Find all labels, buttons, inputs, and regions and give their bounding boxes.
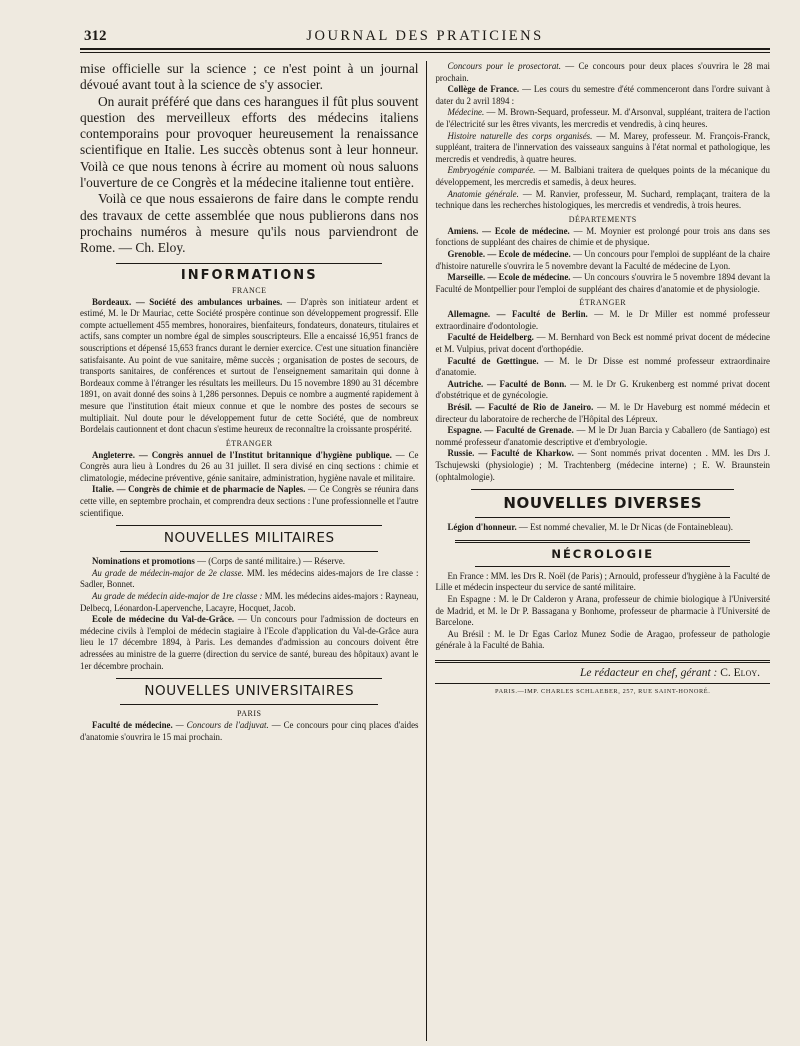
nominations-heading: Nominations et promotions <box>92 556 195 567</box>
two-column-body <box>80 61 770 1041</box>
faculte-heading: Faculté de médecine. <box>92 720 173 731</box>
italie-text: — Ce Congrès se réunira dans cette ville, en septembre prochain, et comprendra deux sections : l'une professionnelle et l'autre scientifique. <box>80 484 419 518</box>
legion-item <box>435 522 770 534</box>
section-divider <box>116 263 382 264</box>
section-divider <box>120 704 378 705</box>
page-number: 312 <box>84 28 107 44</box>
anatomie-text: — M. Ranvier, professeur, M. Suchard, remplaçant, traitera de la technique dans les recherches histologiques, les mercredis et vendredis, à trois heures. <box>435 188 770 211</box>
allemagne-item <box>435 309 770 332</box>
prosectorat-text: — Ce concours pour deux places s'ouvrira le 28 mai prochain. <box>435 61 770 83</box>
goettingue-heading: Faculté de Gœttingue. <box>447 355 539 366</box>
section-divider <box>116 525 382 526</box>
bresil-item <box>435 402 770 425</box>
bordeaux-heading: Bordeaux. — Société des ambulances urbaines. <box>92 296 283 307</box>
necrologie-heading: NÉCROLOGIE <box>551 546 655 561</box>
section-divider <box>471 489 734 490</box>
faculte-item <box>80 720 418 743</box>
marseille-heading: Marseille. — Ecole de médecine. <box>447 272 571 283</box>
goettingue-item <box>435 356 770 379</box>
autriche-text: — M. le Dr G. Krukenberg est nommé privat docent d'obstétrique et de gynécologie. <box>435 378 770 401</box>
faculte-subject: — Concours de l'adjuvat. <box>175 720 269 731</box>
embryo-heading: Embryogénie comparée. <box>447 165 536 176</box>
histoire-item <box>435 131 770 166</box>
russie-text: — Sont nommés privat docenten . MM. les Drs J. Tschujewski (physiologie) ; M. Trachtenberg (médecine interne) ; E. W. Braunstein (ophtalmologie). <box>435 448 770 482</box>
editor-signature <box>435 667 770 679</box>
grenoble-heading: Grenoble. — Ecole de médecine. <box>447 248 571 259</box>
medecine-text: — M. Brown-Sequard, professeur. M. d'Arsonval, suppléant, traitera de l'action de l'électricité sur les êtres vivants, les mercredis et vendredis, à cinq heures. <box>435 107 770 129</box>
mil-promotion-1 <box>80 568 418 591</box>
universitaires-heading: NOUVELLES UNIVERSITAIRES <box>144 683 355 700</box>
italie-heading: Italie. — Congrès de chimie et de pharmacie de Naples. <box>92 484 306 495</box>
russie-heading: Russie. — Faculté de Kharkow. <box>447 448 574 459</box>
diverses-heading: NOUVELLES DIVERSES <box>503 494 703 513</box>
signature-name: C. Eloy. <box>720 666 760 679</box>
etranger-subheading-right: ÉTRANGER <box>579 298 627 308</box>
section-divider <box>475 566 730 567</box>
grenoble-item <box>435 249 770 272</box>
legion-text: — Est nommé chevalier, M. le Dr Nicas (de Fontainebleau). <box>518 522 733 533</box>
heidelberg-text: — M. Bernhard von Beck est nommé privat docent de médecine et M. Vulpius, privat docent d'orthopédie. <box>435 332 770 355</box>
page-header <box>80 26 770 50</box>
amiens-item <box>435 226 770 249</box>
russie-item <box>435 448 770 483</box>
anatomie-heading: Anatomie générale. <box>447 188 519 199</box>
bresil-heading: Brésil. — Faculté de Rio de Janeiro. <box>447 402 594 413</box>
heidelberg-item <box>435 332 770 355</box>
histoire-heading: Histoire naturelle des corps organisés. <box>447 130 593 141</box>
nominations-item <box>80 556 418 568</box>
college-item <box>435 84 770 107</box>
medecine-heading: Médecine. <box>447 107 485 118</box>
histoire-text: — M. Marey, professeur. M. François-Franck, suppléant, traitera de l'innervation des vaisseaux sanguins à l'état normal et pathologique, les mercredis et vendredis, à quatre heures. <box>435 130 770 164</box>
valdegrace-heading: Ecole de médecine du Val-de-Grâce. <box>92 614 235 625</box>
mil-promotion-1-names: MM. les médecins aides-majors de 1re classe : Sadler, Bonnet. <box>80 567 419 590</box>
espagne-heading: Espagne. — Faculté de Grenade. <box>447 425 574 436</box>
amiens-heading: Amiens. — Ecole de médecine. <box>447 225 570 236</box>
faculte-text: — Ce concours pour cinq places d'aides d'anatomie s'ouvrira le 15 mai prochain. <box>80 720 419 742</box>
section-divider <box>455 540 750 543</box>
legion-heading: Légion d'honneur. <box>447 522 517 533</box>
intro-paragraph-3: Voilà ce que nous essaierons de faire dans le compte rendu des travaux de cette assemblée que nous publierons dans nos prochains numéros à mesure qu'ils nous parviendront de Rome. — Ch. Eloy. <box>80 191 419 256</box>
amiens-text: — M. Moynier est prolongé pour trois ans dans ses fonctions de suppléant des chaires de chimie et de physique. <box>435 225 770 248</box>
france-subheading: FRANCE <box>231 285 267 295</box>
mil-promotion-1-grade: Au grade de médecin-major de 2e classe. <box>92 567 244 578</box>
journal-title: JOURNAL DES PRATICIENS <box>306 28 544 44</box>
autriche-item <box>435 379 770 402</box>
etranger-subheading: ÉTRANGER <box>225 438 273 448</box>
section-divider <box>120 551 378 552</box>
necro-bresil: Au Brésil : M. le Dr Egas Carloz Munez Sodie de Aragao, professeur de pathologie générale à la Faculté de Bahia. <box>435 628 770 651</box>
section-divider <box>475 517 730 518</box>
informations-heading: INFORMATIONS <box>180 267 318 283</box>
prosectorat-heading: Concours pour le prosectorat. <box>447 61 561 71</box>
angleterre-text: — Ce Congrès aura lieu à Londres du 26 au 31 juillet. Il sera divisé en cinq sections : chimie et climatologie, médecine préventive, génie sanitaire, administration, hygiène navale et militaire. <box>80 449 419 483</box>
college-text: — Les cours du semestre d'été commenceront dans l'ordre suivant à dater du 2 avril 1894 : <box>435 84 770 106</box>
mil-promotion-2 <box>80 591 418 614</box>
college-heading: Collège de France. <box>447 84 520 95</box>
bordeaux-item <box>80 297 418 436</box>
necro-espagne: En Espagne : M. le Dr Calderon y Arana, professeur de chimie biologique à l'Université de Madrid, et M. le Dr P. Bassagana y Bonhome, professeur de pharmacie à l'Université de Barcelone. <box>435 593 770 628</box>
anatomie-item <box>435 189 770 212</box>
allemagne-text: — M. le Dr Miller est nommé professeur extraordinaire d'odontologie. <box>435 309 770 331</box>
prosectorat-item <box>435 61 770 84</box>
header-rule <box>80 52 770 53</box>
militaires-heading: NOUVELLES MILITAIRES <box>163 530 335 547</box>
footer-rule <box>435 660 770 663</box>
mil-promotion-2-grade: Au grade de médecin aide-major de 1re classe : <box>92 591 263 602</box>
italie-item <box>80 484 418 519</box>
mil-promotion-2-names: MM. les médecins aides-majors : Rayneau, Delbecq, Léonardon-Lapervenche, Lacayre, Hocquet, Jacob. <box>80 591 419 613</box>
goettingue-text: — M. le Dr Disse est nommé professeur extraordinaire d'anatomie. <box>435 355 770 378</box>
section-divider <box>116 678 382 679</box>
espagne-text: — M le Dr Juan Barcia y Caballero (de Santiago) est nommé professeur d'anatomie descriptive et d'embryologie. <box>435 425 770 447</box>
nominations-tail: — (Corps de santé militaire.) — Réserve. <box>197 556 345 567</box>
medecine-item <box>435 107 770 130</box>
embryo-item <box>435 165 770 188</box>
intro-paragraph-2: On aurait préféré que dans ces harangues il fût plus souvent question des merveilleux efforts des médecins italiens contemporains pour provoquer heureusement la renaissance scientifique en Italie. Les succès obtenus sont à leur honneur. Voilà ce que nous tenons à écrire au moment où nous saluons l'ouverture de ce Congrès et la médecine italienne tout entière. <box>80 93 419 191</box>
autriche-heading: Autriche. — Faculté de Bonn. <box>447 378 567 389</box>
bordeaux-text: — D'après son initiateur ardent et estimé, M. le Dr Mauriac, cette Société prospère continue son développement progressif. Elle compte actuellement 455 membres, honoraires, bienfaiteurs, fondateurs, donateurs, titulaires et actifs, sans compter un nombre égal de simples souscripteurs. Elle a encaissé 16,951 francs de souscriptions et dépensé 15,653 francs durant le dernier exercice. C'est une situation financière satisfaisante. Au point de vue sanitaire, même succès ; organisation de postes de secours, de transports sanitaires, de conférences et surtout de l'enseignement samaritain qui donne à Bordeaux comme à l'étranger les résultats les meilleurs. Du 15 novembre 1890 au 31 décembre 1891, on avait donné des soins à 1,286 personnes. Depuis ce nombre a augmenté rapidement à mesure que l'institution était mieux connue et que le nombre des postes de secours se multipliait. Nul doute pour le développement futur de cette Société, que de nombreux Bordelais cautionnent et dont chacun s'estime heureux de reconnaître la croissante prospérité. <box>80 296 419 435</box>
grenoble-text: — Un concours pour l'emploi de suppléant de la chaire d'histoire naturelle s'ouvrira le 5 novembre devant la Faculté de médecine de Lyon. <box>435 248 770 271</box>
allemagne-heading: Allemagne. — Faculté de Berlin. <box>447 309 588 320</box>
necro-france: En France : MM. les Drs R. Noël (de Paris) ; Arnould, professeur d'hygiène à la Faculté de Lille et médecin inspecteur du service de santé militaire. <box>435 570 770 593</box>
marseille-text: — Un concours s'ouvrira le 5 novembre 1894 devant la Faculté de Montpellier pour l'emploi de suppléant des chaires d'anatomie et de physiologie. <box>435 272 770 294</box>
printer-imprint: PARIS.—IMP. CHARLES SCHLAEBER, 257, RUE SAINT-HONORÉ. <box>495 687 711 695</box>
left-column <box>80 61 426 1041</box>
embryo-text: — M. Balbiani traitera de quelques points de la mécanique du développement, les mercredis et samedis, à deux heures. <box>435 165 770 187</box>
angleterre-heading: Angleterre. — Congrès annuel de l'Institut britannique d'hygiène publique. <box>92 449 392 460</box>
valdegrace-text: — Un concours pour l'admission de docteurs en médecine civils à l'emploi de médecin stagiaire à l'Ecole d'application du Val-de-Grâce aura lieu le 17 décembre 1894, à Paris. Les demandes d'admission au concours doivent être adressées au ministre de la guerre (direction du service de santé, bureau des hôpitaux) avant le 1er décembre prochain. <box>80 614 419 671</box>
angleterre-item <box>80 450 418 485</box>
right-column <box>426 61 770 1041</box>
espagne-item <box>435 425 770 448</box>
departements-subheading: DÉPARTEMENTS <box>568 214 637 224</box>
valdegrace-item <box>80 614 418 672</box>
footer-rule <box>435 683 770 684</box>
paris-subheading: PARIS <box>237 709 262 719</box>
heidelberg-heading: Faculté de Heidelberg. <box>447 332 534 343</box>
intro-paragraph-1: mise officielle sur la science ; ce n'est point à un journal dévoué avant tout à la science de s'y associer. <box>80 61 419 93</box>
marseille-item <box>435 272 770 295</box>
bresil-text: — M. le Dr Haveburg est nommé médecin et directeur du laboratoire de recherche de l'Hôpital des Lépreux. <box>435 402 770 424</box>
signature-label: Le rédacteur en chef, gérant : <box>580 666 718 679</box>
